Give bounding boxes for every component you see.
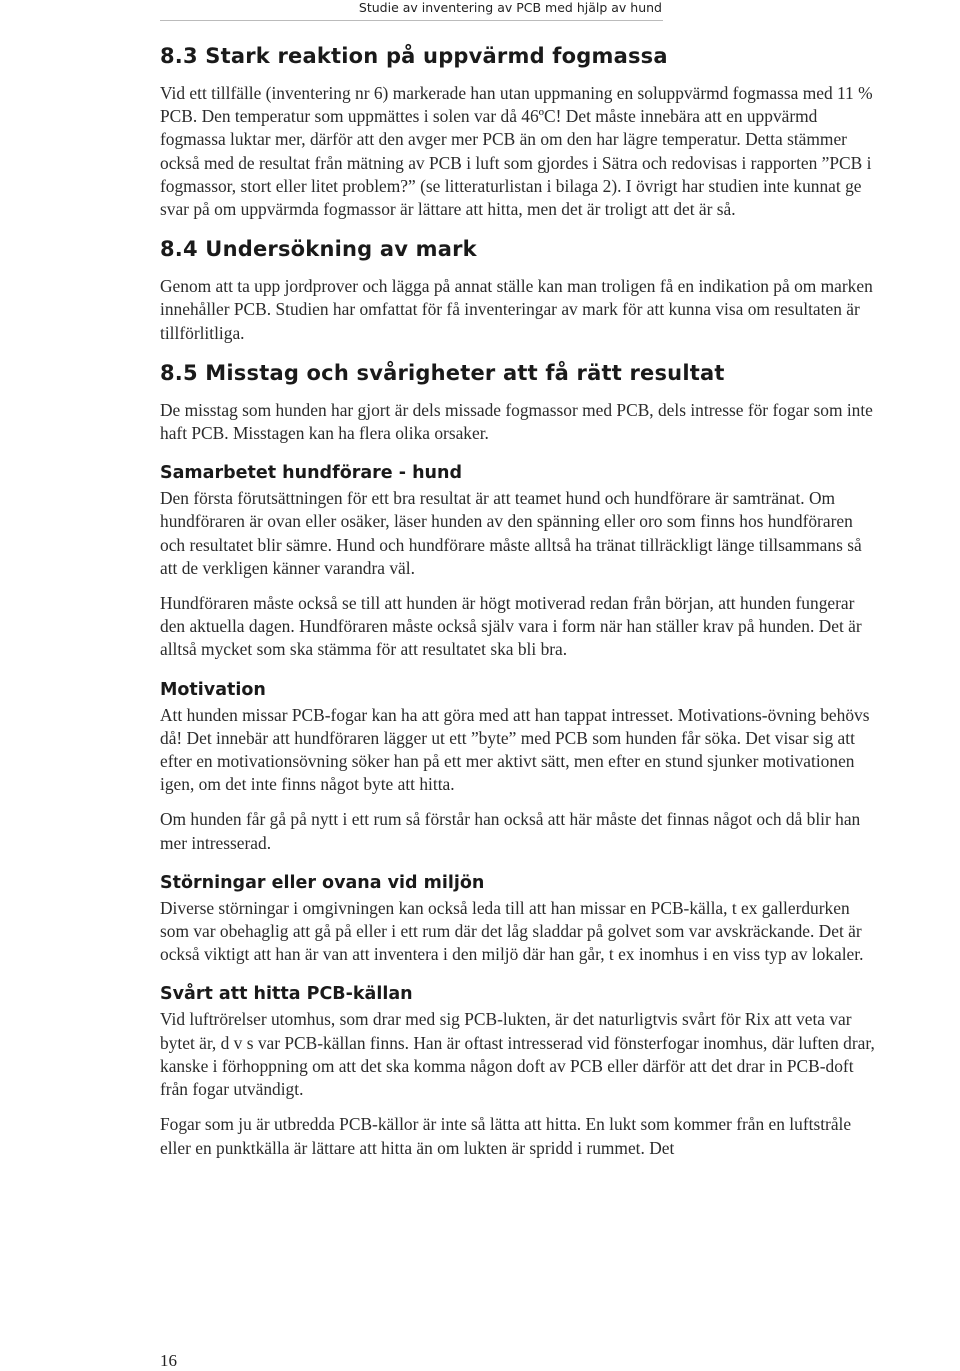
paragraph: Diverse störningar i omgivningen kan också leda till att han missar en PCB-källa, t ex gallerdurken som var obehaglig att gå på eller i ett rum där det låg sladdar på golvet som var avskräckande. Det är också viktigt att han är van att inventera i den miljö där han går, t ex inomhus i en viss typ av lokaler.	[160, 897, 864, 965]
section-8-4	[160, 233, 880, 345]
paragraph: Hundföraren måste också se till att hunden är högt motiverad redan från början, att hunden fungerar den aktuella dagen. Hundföraren måste också själv vara i form när han ställer krav på hunden. Det är alltså mycket som ska stämma för att resultatet ska bli bra.	[160, 593, 862, 660]
document-body	[160, 40, 880, 1172]
subsection-svart-att-hitta	[160, 982, 880, 1159]
subsection-heading: Störningar eller ovana vid miljön	[160, 872, 485, 893]
section-heading: 8.4 Undersökning av mark	[160, 237, 477, 262]
header-divider	[160, 20, 663, 21]
paragraph: Om hunden får gå på nytt i ett rum så förstår han också att här måste det finnas något och då blir han mer intresserad.	[160, 809, 861, 853]
paragraph: De misstag som hunden har gjort är dels missade fogmassor med PCB, dels intresse för fogar som inte haft PCB. Misstagen kan ha flera olika orsaker.	[160, 399, 873, 444]
paragraph: Att hunden missar PCB-fogar kan ha att göra med att han tappat intresset. Motivations-övning behövs då! Det innebär att hundföraren lägger ut ett ”byte” med PCB som hunden får söka. Det visar sig att efter en motivationsövning söker han på ett mer aktivt sätt, men efter en stund sjunker motivationen igen, om det inte finns något byte att hitta.	[160, 704, 870, 795]
section-heading: 8.5 Misstag och svårigheter att få rätt resultat	[160, 360, 725, 385]
subsection-samarbetet	[160, 461, 880, 661]
paragraph: Den första förutsättningen för ett bra resultat är att teamet hund och hundförare är samtränat. Om hundföraren är ovan eller osäker, läser hunden av den spänning eller oro som finns hos hundföraren och resultatet blir sämre. Hund och hundförare måste alltså ha tränat tillräckligt länge tillsammans så att de verkligen känner varandra väl.	[160, 488, 862, 578]
paragraph: Genom att ta upp jordprover och lägga på annat ställe kan man troligen få en indikation på om marken innehåller PCB. Studien har omfattat för få inventeringar av mark för att kunna visa om resultaten är tillförlitliga.	[160, 276, 873, 343]
paragraph: Vid ett tillfälle (inventering nr 6) markerade han utan uppmaning en soluppvärmd fogmassa med 11 % PCB. Den temperatur som uppmättes i solen var då 46ºC! Det måste innebära att en uppvärmd fogmassa luktar mer, därför att den avger mer PCB än om den har lägre temperatur. Detta stämmer också med de resultat från mätning av PCB i luft som gjordes i Sätra och redovisas i rapporten ”PCB i fogmassor, stort eller litet problem?” (se litteraturlistan i bilaga 2). I övrigt har studien inte kunnat ge svar på om uppvärmda fogmassor är lättare att hitta, men det är troligt att det är så.	[160, 83, 873, 220]
section-8-3	[160, 40, 880, 221]
subsection-heading: Motivation	[160, 679, 266, 700]
section-8-5	[160, 357, 880, 445]
subsection-heading: Svårt att hitta PCB-källan	[160, 984, 413, 1005]
paragraph: Fogar som ju är utbredda PCB-källor är inte så lätta att hitta. En lukt som kommer från en luftstråle eller en punktkälla är lättare att hitta än om lukten är spridd i rummet. Det	[160, 1114, 852, 1158]
subsection-heading: Samarbetet hundförare - hund	[160, 463, 463, 484]
running-header: Studie av inventering av PCB med hjälp av hund	[358, 0, 662, 15]
page-number: 16	[160, 1351, 177, 1370]
section-heading: 8.3 Stark reaktion på uppvärmd fogmassa	[160, 44, 668, 68]
subsection-storningar	[160, 871, 880, 967]
subsection-motivation	[160, 678, 880, 855]
paragraph: Vid luftrörelser utomhus, som drar med sig PCB-lukten, är det naturligtvis svårt för Rix att veta var bytet är, d v s var PCB-källan finns. Han är oftast intresserad vid fönsterfogar inomhus, där luften drar, kanske i förhoppning om att det ska komma någon doft av PCB eller därför att det drar in PCB-doft från fogar utvändigt.	[160, 1009, 875, 1100]
